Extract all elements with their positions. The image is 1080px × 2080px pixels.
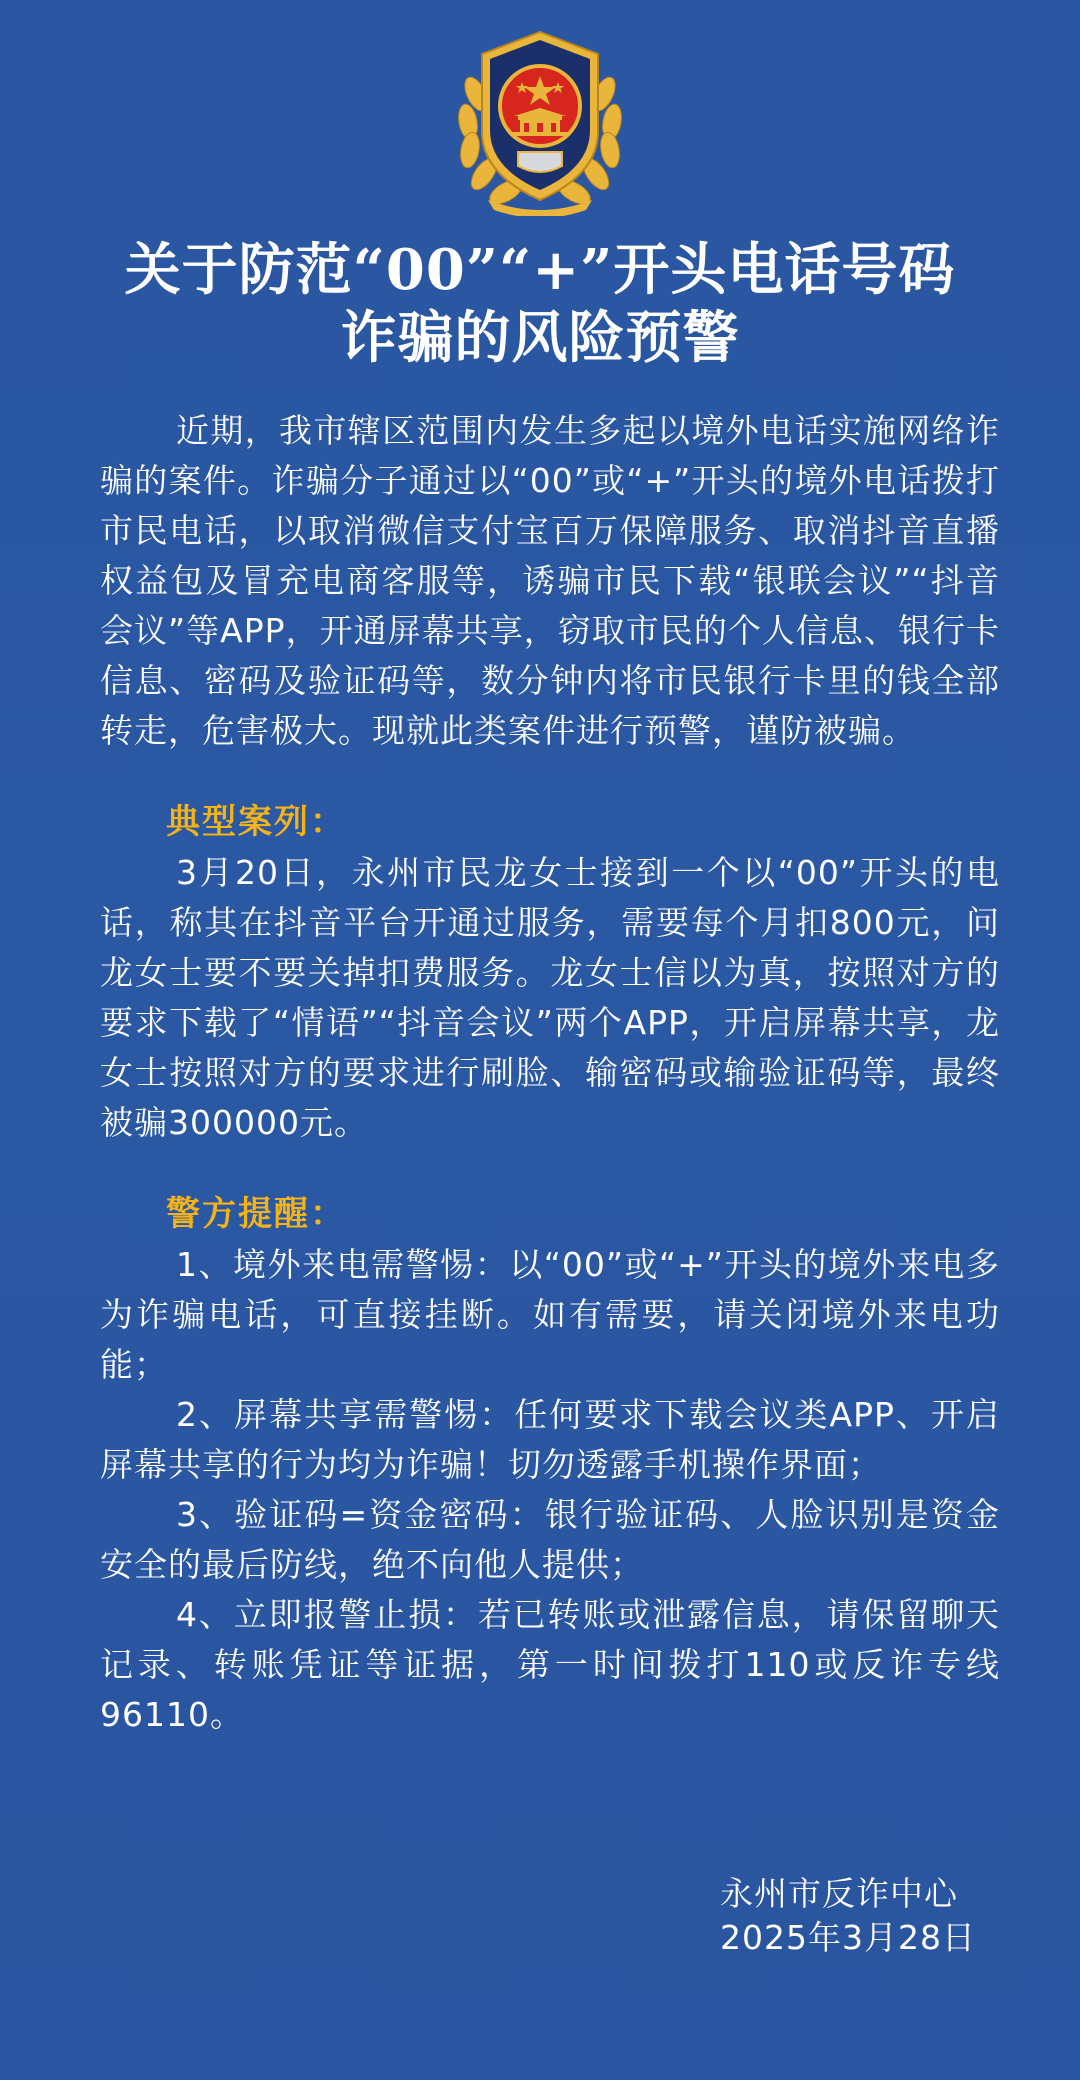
notice-body xyxy=(100,406,1000,1740)
title-line-1: 关于防范“00”“+”开头电话号码 xyxy=(124,237,956,303)
tip-item-2: 2、屏幕共享需警惕：任何要求下载会议类APP、开启屏幕共享的行为均为诈骗！切勿透露手机操作界面； xyxy=(100,1395,1000,1484)
police-emblem-icon xyxy=(448,24,632,216)
tips-heading: 警方提醒： xyxy=(166,1194,346,1234)
intro-paragraph: 近期，我市辖区范围内发生多起以境外电话实施网络诈骗的案件。诈骗分子通过以“00”或“+”开头的境外电话拨打市民电话，以取消微信支付宝百万保障服务、取消抖音直播权益包及冒充电商客服等，诱骗市民下载“银联会议”“抖音会议”等APP，开通屏幕共享，窃取市民的个人信息、银行卡信息、密码及验证码等，数分钟内将市民银行卡里的钱全部转走，危害极大。现就此类案件进行预警，谨防被骗。 xyxy=(100,411,1000,750)
title-line-2: 诈骗的风险预警 xyxy=(340,305,740,371)
signature xyxy=(720,1872,976,1960)
signature-org: 永州市反诈中心 xyxy=(720,1874,959,1913)
tip-item-3: 3、验证码=资金密码：银行验证码、人脸识别是资金安全的最后防线，绝不向他人提供； xyxy=(100,1495,1000,1584)
notice-title xyxy=(0,236,1080,372)
signature-date: 2025年3月28日 xyxy=(720,1918,976,1957)
case-paragraph: 3月20日，永州市民龙女士接到一个以“00”开头的电话，称其在抖音平台开通过服务，需要每个月扣800元，问龙女士要不要关掉扣费服务。龙女士信以为真，按照对方的要求下载了“情语”“抖音会议”两个APP，开启屏幕共享，龙女士按照对方的要求进行刷脸、输密码或输验证码等，最终被骗300000元。 xyxy=(100,853,1000,1142)
tip-item-1: 1、境外来电需警惕：以“00”或“+”开头的境外来电多为诈骗电话，可直接挂断。如有需要，请关闭境外来电功能； xyxy=(100,1245,1000,1384)
tip-item-4: 4、立即报警止损：若已转账或泄露信息，请保留聊天记录、转账凭证等证据，第一时间拨打110或反诈专线96110。 xyxy=(100,1595,1000,1734)
case-heading: 典型案列： xyxy=(166,802,346,842)
